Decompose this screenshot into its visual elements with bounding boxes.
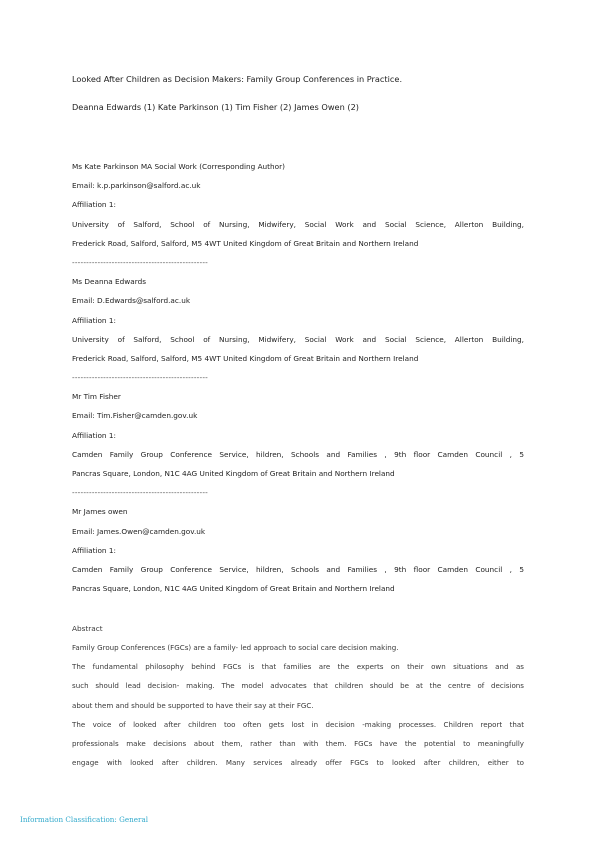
affiliation-line: Frederick Road, Salford, Salford, M5 4WT United Kingdom of Great Britain and Northern Ireland	[72, 353, 419, 363]
contact-name: Ms Kate Parkinson MA Social Work (Corresponding Author)	[72, 162, 285, 171]
separator-line: ------------------------------------------------	[72, 257, 208, 267]
separator-line: ------------------------------------------------	[72, 488, 208, 498]
abstract-section	[72, 620, 524, 772]
affiliation-label: Affiliation 1:	[72, 545, 116, 555]
abstract-line: The voice of looked after children too often gets lost in decision -making processes. Children report that	[72, 719, 524, 729]
affiliation-label: Affiliation 1:	[72, 200, 116, 210]
affiliation-line: Pancras Square, London, N1C 4AG United Kingdom of Great Britain and Northern Ireland	[72, 469, 395, 478]
affiliation-line: Pancras Square, London, N1C 4AG United Kingdom of Great Britain and Northern Ireland	[72, 584, 395, 594]
contact-email: Email: Tim.Fisher@camden.gov.uk	[72, 411, 198, 421]
abstract-line: such should lead decision- making. The model advocates that children should be at the centre of decisions	[72, 681, 524, 691]
affiliation-line: Camden Family Group Conference Service, hildren, Schools and Families , 9th floor Camden Council , 5	[72, 449, 524, 459]
abstract-line: engage with looked after children. Many services already offer FGCs to looked after children, either to	[72, 758, 524, 768]
contact-email: Email: k.p.parkinson@salford.ac.uk	[72, 181, 201, 191]
abstract-line: about them and should be supported to have their say at their FGC.	[72, 700, 314, 710]
affiliation-line: University of Salford, School of Nursing, Midwifery, Social Work and Social Science, Allerton Building,	[72, 219, 524, 229]
contact-name: Ms Deanna Edwards	[72, 277, 147, 287]
affiliation-line: Camden Family Group Conference Service, hildren, Schools and Families , 9th floor Camden Council , 5	[72, 564, 524, 574]
abstract-line: The fundamental philosophy behind FGCs is that families are the experts on their own situations and as	[72, 662, 524, 672]
contact-email: Email: D.Edwards@salford.ac.uk	[72, 296, 191, 306]
author-list: Deanna Edwards (1) Kate Parkinson (1) Tim Fisher (2) James Owen (2)	[72, 102, 359, 112]
contact-name: Mr James owen	[72, 507, 128, 517]
affiliation-label: Affiliation 1:	[72, 430, 116, 440]
abstract-line: Family Group Conferences (FGCs) are a family- led approach to social care decision making.	[72, 643, 399, 652]
affiliation-line: University of Salford, School of Nursing, Midwifery, Social Work and Social Science, Allerton Building,	[72, 334, 524, 344]
abstract-line: professionals make decisions about them, rather than with them. FGCs have the potential to meaningfully	[72, 738, 524, 748]
contact-email: Email: James.Owen@camden.gov.uk	[72, 526, 206, 536]
classification-footer: Information Classification: General	[20, 815, 149, 824]
separator-line: ------------------------------------------------	[72, 373, 208, 383]
affiliation-label: Affiliation 1:	[72, 315, 116, 325]
affiliation-line: Frederick Road, Salford, Salford, M5 4WT United Kingdom of Great Britain and Northern Ireland	[72, 238, 419, 248]
paper-title: Looked After Children as Decision Makers: Family Group Conferences in Practice.	[72, 74, 403, 84]
contact-name: Mr Tim Fisher	[72, 392, 121, 402]
abstract-heading: Abstract	[72, 624, 103, 633]
contact-blocks	[72, 157, 524, 598]
